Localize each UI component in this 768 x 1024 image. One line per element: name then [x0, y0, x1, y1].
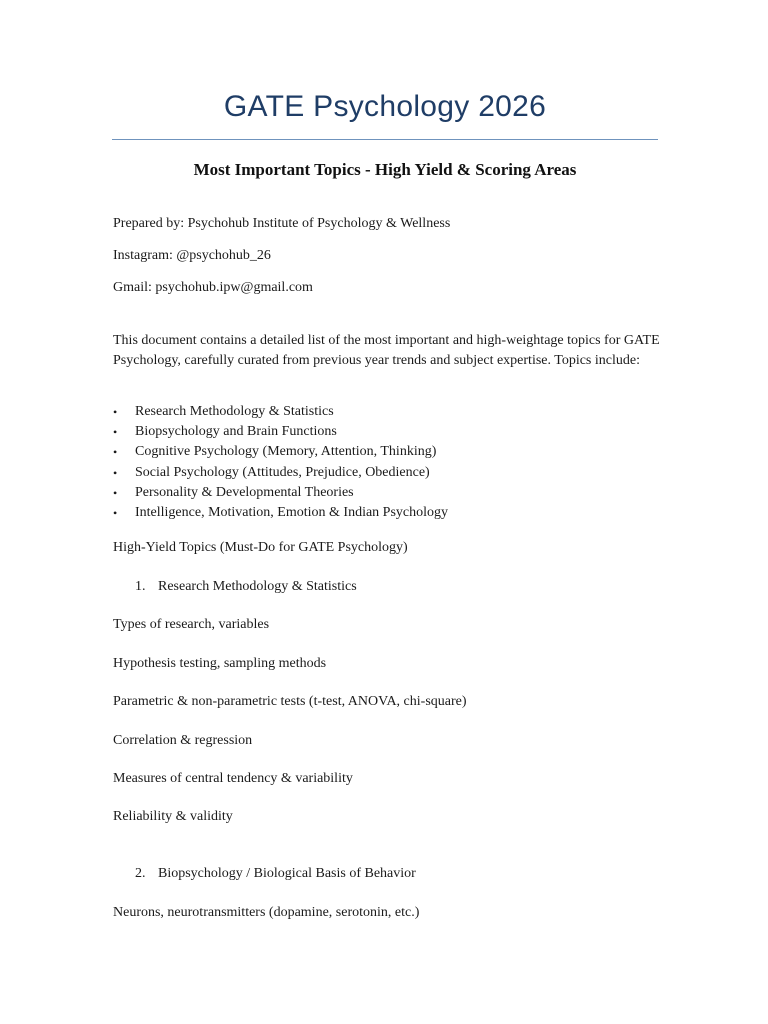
topics-bullet-list — [113, 402, 448, 523]
topic-line: Correlation & regression — [113, 733, 253, 748]
bullet-icon: • — [113, 485, 118, 500]
bullet-text: Intelligence, Motivation, Emotion & Indian Psychology — [135, 504, 449, 520]
document-subtitle: Most Important Topics - High Yield & Scoring Areas — [193, 160, 577, 179]
prepared-by-line: Prepared by: Psychohub Institute of Psychology & Wellness — [113, 216, 451, 231]
list-item — [113, 402, 448, 422]
list-item — [113, 483, 448, 503]
bullet-icon: • — [113, 445, 118, 460]
topic-line: Parametric & non-parametric tests (t-test, ANOVA, chi-square) — [113, 694, 467, 709]
list-item — [113, 503, 448, 523]
bullet-icon: • — [113, 465, 118, 480]
bullet-text: Research Methodology & Statistics — [135, 404, 334, 419]
topic-line: Types of research, variables — [113, 617, 270, 632]
high-yield-heading: High-Yield Topics (Must-Do for GATE Psychology) — [113, 540, 408, 555]
topic-line: Hypothesis testing, sampling methods — [113, 656, 327, 671]
topic-line: Neurons, neurotransmitters (dopamine, serotonin, etc.) — [113, 905, 420, 920]
list-item — [113, 442, 448, 462]
section-heading-1 — [135, 579, 357, 595]
section-number: 1. — [135, 579, 146, 594]
bullet-text: Cognitive Psychology (Memory, Attention, Thinking) — [135, 444, 437, 460]
document-title: GATE Psychology 2026 — [223, 90, 547, 123]
list-item — [113, 463, 448, 483]
bullet-icon: • — [113, 425, 118, 440]
bullet-icon: • — [113, 505, 118, 520]
topic-line: Reliability & validity — [113, 809, 233, 824]
instagram-line: Instagram: @psychohub_26 — [113, 248, 271, 263]
topic-line: Measures of central tendency & variability — [113, 771, 353, 786]
section-title: Biopsychology / Biological Basis of Behavior — [158, 866, 416, 881]
bullet-text: Personality & Developmental Theories — [135, 484, 354, 500]
intro-paragraph: This document contains a detailed list of the most important and high-weightage topics for GATE Psychology, carefully curated from previous year trends and subject expertise. Topics include: — [113, 333, 660, 368]
bullet-icon: • — [113, 405, 118, 419]
section-heading-2 — [135, 866, 416, 882]
title-underline-rule — [112, 139, 658, 140]
list-item — [113, 422, 448, 442]
gmail-line: Gmail: psychohub.ipw@gmail.com — [113, 280, 313, 295]
section-number: 2. — [135, 866, 146, 881]
section-title: Research Methodology & Statistics — [158, 579, 357, 594]
bullet-text: Social Psychology (Attitudes, Prejudice, Obedience) — [135, 464, 430, 480]
bullet-text: Biopsychology and Brain Functions — [135, 424, 337, 440]
